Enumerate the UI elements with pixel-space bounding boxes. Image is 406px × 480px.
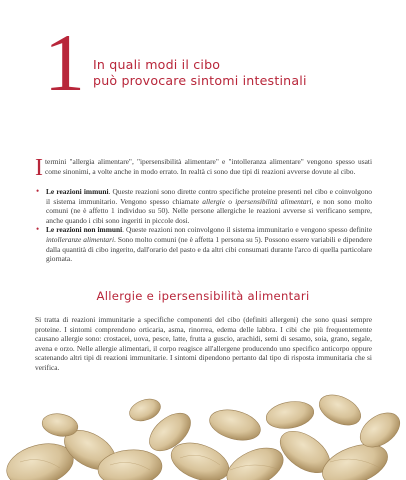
- list-item-term: allergie: [202, 196, 226, 206]
- chapter-title-line-1: In quali modi il cibo: [93, 57, 221, 72]
- list-item-text: , e non sono molto comuni (ne è affetto 1 individuo su 50). Nelle persone allergiche le reazioni avverse si verificano sempre, anche quando i cibi sono ingeriti in piccole dosi.: [46, 196, 372, 225]
- bullet-icon: •: [36, 224, 40, 235]
- list-item-title: Le reazioni immuni: [46, 187, 109, 196]
- list-item-non-immune: [35, 225, 372, 263]
- reaction-types-list: [35, 187, 372, 264]
- list-item-text: . Queste reazioni sono dirette contro specifiche proteine presenti nel cibo e coinvolgono il sistema immunitario. Vengono spesso chiamate: [46, 187, 372, 206]
- list-item-term: intolleranze alimentari: [46, 234, 115, 244]
- chapter-title: [93, 57, 383, 89]
- chapter-number: 1: [44, 17, 85, 108]
- intro-text: termini "allergia alimentare", "ipersensibilità alimentare" e "intolleranza alimentare" vengono spesso usati come sinonimi, a volte anche in modo errato. In realtà ci sono due tipi di reazioni avverse dovute al cibo.: [45, 157, 372, 176]
- drop-cap: I: [35, 155, 43, 181]
- peanuts-photo: [0, 370, 406, 480]
- section-heading: Allergie e ipersensibilità alimentari: [96, 289, 310, 303]
- list-item-term: ipersensibilità alimentari: [235, 196, 312, 206]
- chapter-title-line-2: può provocare sintomi intestinali: [93, 73, 307, 88]
- section-body: Si tratta di reazioni immunitarie a specifiche componenti del cibo (definiti allergeni) che sono quasi sempre proteine. I sintomi comprendono orticaria, asma, rinorrea, edema delle labbra. I cibi che più frequentemente causano allergie sono: crostacei, uova, pesce, latte, frutta a guscio, arachidi, semi di sesamo, soia, grano, segale, avena e orzo. Nelle allergie alimentari, il corpo reagisce all'allergene producendo uno specifico anticorpo oppure scatenando altri tipi di reazioni immunitarie. I sintomi dipendono pertanto dal tipo di risposta immunitaria che si verifica.: [35, 315, 372, 372]
- list-item-text: o: [225, 196, 236, 206]
- list-item-text: . Queste reazioni non coinvolgono il sistema immunitario e vengono spesso definite: [122, 225, 373, 235]
- bullet-icon: •: [36, 186, 40, 196]
- list-item-title: Le reazioni non immuni: [46, 225, 123, 235]
- list-item-text: . Sono molto comuni (ne è affetta 1 persona su 5). Possono essere variabili e dipendere dalla quantità di cibo ingerito, dall'orario del pasto e da altri cibi consumati durante l'arco di quella particolare giornata.: [46, 234, 373, 264]
- list-item-immune: [35, 187, 372, 225]
- intro-paragraph: [35, 155, 372, 181]
